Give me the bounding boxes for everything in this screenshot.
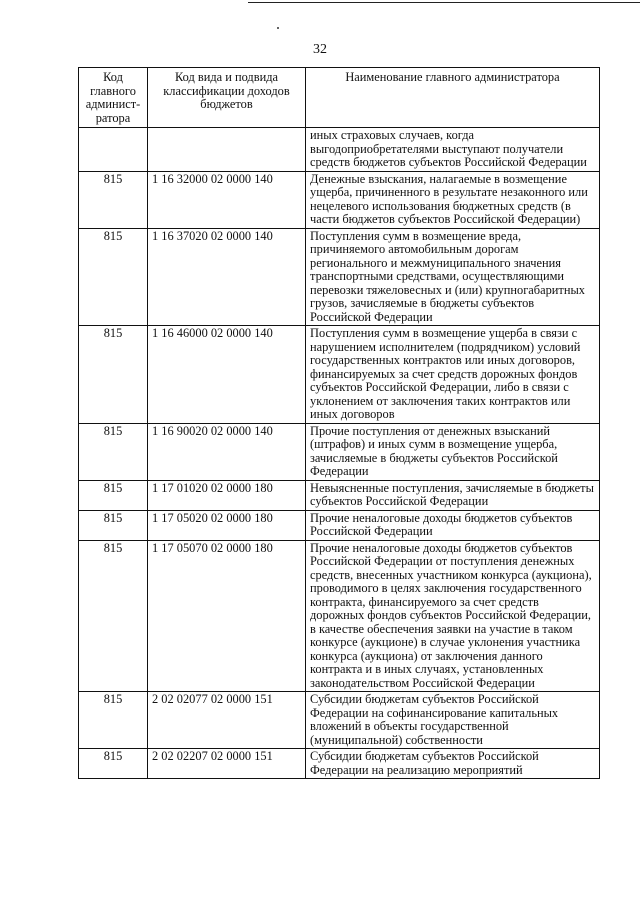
cell-income-code: 1 17 01020 02 0000 180 xyxy=(148,480,306,510)
cell-admin-name: Прочие неналоговые доходы бюджетов субъектов Российской Федерации от поступления денежных средств, внесенных участником конкурса (аукциона), проводимого в целях заключения государственного контракта, финансируемого за счет средств дорожных фондов субъектов Российской Федерации, в качестве обеспечения заявки на участие в таком конкурсе (аукционе) в случае уклонения участника конкурса (аукциона) от заключения данного контракта и в иных случаях, установленных законодательством Российской Федерации xyxy=(306,540,600,692)
table-row xyxy=(79,480,600,510)
table-row xyxy=(79,510,600,540)
cell-admin-name: Денежные взыскания, налагаемые в возмещение ущерба, причиненного в результате незаконного или нецелевого использования бюджетных средств (в части бюджетов субъектов Российской Федерации) xyxy=(306,171,600,228)
cell-admin-name: Прочие неналоговые доходы бюджетов субъектов Российской Федерации xyxy=(306,510,600,540)
page-number: 32 xyxy=(313,42,327,57)
cell-admin-code: 815 xyxy=(79,171,148,228)
scan-mark xyxy=(277,27,279,29)
cell-admin-name: иных страховых случаев, когда выгодоприобретателями выступают получатели средств бюджетов субъектов Российской Федерации xyxy=(306,128,600,172)
table-row xyxy=(79,749,600,779)
table-header xyxy=(79,68,600,128)
cell-income-code: 1 16 37020 02 0000 140 xyxy=(148,228,306,326)
cell-admin-name: Прочие поступления от денежных взысканий (штрафов) и иных сумм в возмещение ущерба, зачисляемые в бюджеты субъектов Российской Федерации xyxy=(306,423,600,480)
table-row xyxy=(79,326,600,424)
cell-income-code xyxy=(148,128,306,172)
cell-income-code: 1 16 90020 02 0000 140 xyxy=(148,423,306,480)
header-admin-code: Код главного админист-ратора xyxy=(79,68,148,128)
cell-income-code: 2 02 02207 02 0000 151 xyxy=(148,749,306,779)
cell-admin-name: Невыясненные поступления, зачисляемые в бюджеты субъектов Российской Федерации xyxy=(306,480,600,510)
table-row xyxy=(79,540,600,692)
table-row xyxy=(79,423,600,480)
table-body xyxy=(79,128,600,779)
cell-admin-code: 815 xyxy=(79,480,148,510)
cell-admin-code: 815 xyxy=(79,510,148,540)
cell-admin-code: 815 xyxy=(79,228,148,326)
table-row xyxy=(79,692,600,749)
cell-admin-name: Субсидии бюджетам субъектов Российской Федерации на софинансирование капитальных вложений в объекты государственной (муниципальной) собственности xyxy=(306,692,600,749)
table-row xyxy=(79,228,600,326)
cell-admin-name: Субсидии бюджетам субъектов Российской Федерации на реализацию мероприятий xyxy=(306,749,600,779)
cell-income-code: 1 17 05070 02 0000 180 xyxy=(148,540,306,692)
cell-admin-name: Поступления сумм в возмещение вреда, причиняемого автомобильным дорогам регионального и межмуниципального значения транспортными средствами, осуществляющими перевозки тяжеловесных и (или) крупногабаритных грузов, зачисляемые в бюджеты субъектов Российской Федерации xyxy=(306,228,600,326)
header-rule xyxy=(248,2,640,3)
cell-admin-code xyxy=(79,128,148,172)
cell-admin-code: 815 xyxy=(79,423,148,480)
cell-income-code: 2 02 02077 02 0000 151 xyxy=(148,692,306,749)
table-header-row xyxy=(79,68,600,128)
cell-income-code: 1 16 32000 02 0000 140 xyxy=(148,171,306,228)
table-row xyxy=(79,171,600,228)
cell-admin-name: Поступления сумм в возмещение ущерба в связи с нарушением исполнителем (подрядчиком) условий государственных контрактов или иных договоров, финансируемых за счет средств дорожных фондов субъектов Российской Федерации, либо в связи с уклонением от заключения таких контрактов или иных договоров xyxy=(306,326,600,424)
header-income-code: Код вида и подвида классификации доходов бюджетов xyxy=(148,68,306,128)
cell-income-code: 1 17 05020 02 0000 180 xyxy=(148,510,306,540)
cell-income-code: 1 16 46000 02 0000 140 xyxy=(148,326,306,424)
cell-admin-code: 815 xyxy=(79,692,148,749)
revenue-codes-table xyxy=(78,67,600,779)
cell-admin-code: 815 xyxy=(79,326,148,424)
cell-admin-code: 815 xyxy=(79,540,148,692)
table-row xyxy=(79,128,600,172)
header-admin-name: Наименование главного администратора xyxy=(306,68,600,128)
cell-admin-code: 815 xyxy=(79,749,148,779)
